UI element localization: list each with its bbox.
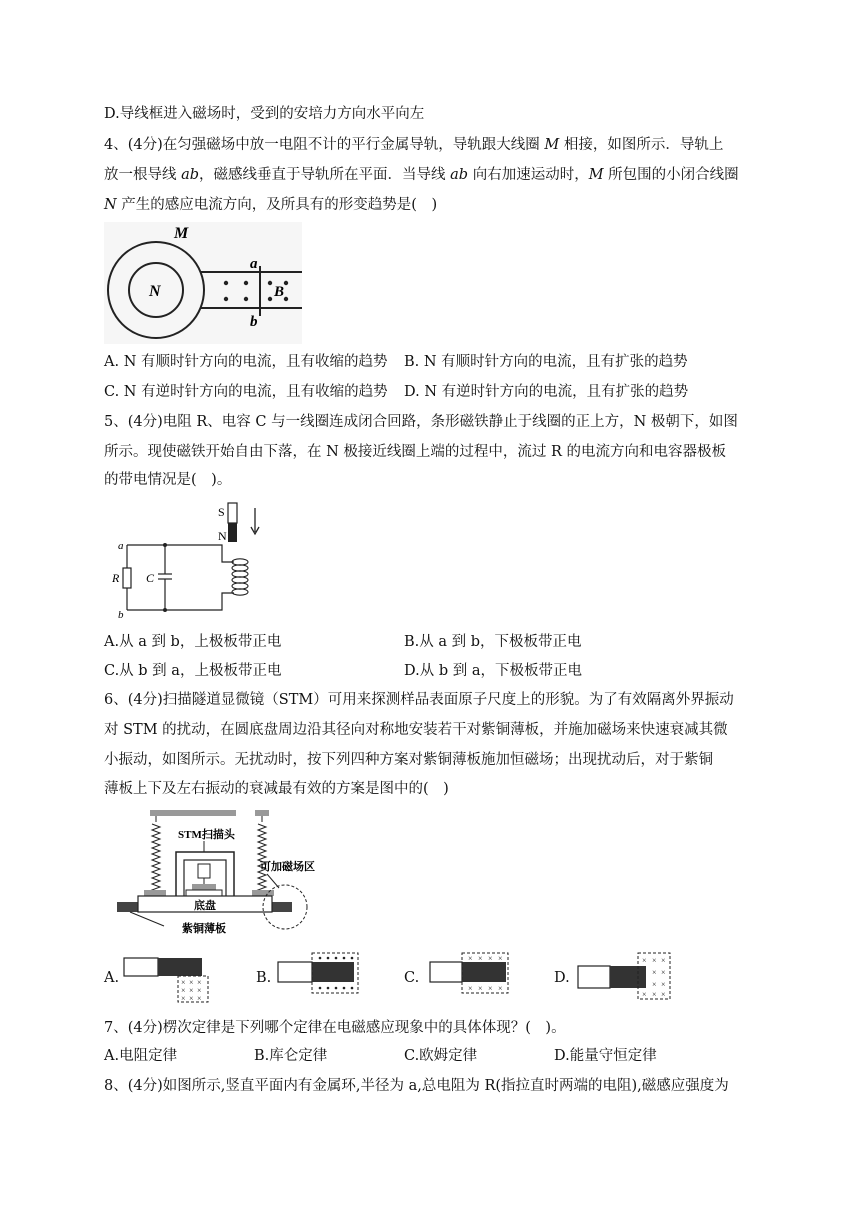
svg-text:×: × [652,956,657,965]
q5-label-N: N [218,529,227,543]
svg-text:×: × [181,978,186,987]
q6-option-d-label[interactable]: D. [554,970,570,986]
q4-stem-line1: 4、(4分)在匀强磁场中放一电阻不计的平行金属导轨，导轨跟大线圈 M 相接，如图所示．导轨上 [104,137,724,153]
q4-label-b: b [250,314,258,330]
svg-text:×: × [652,980,657,989]
svg-text:×: × [498,954,503,963]
q5-option-d[interactable]: D.从 b 到 a，下极板带正电 [404,663,582,679]
q5-label-S: S [218,505,225,519]
svg-text:×: × [197,986,202,995]
q6-option-c-label[interactable]: C. [404,970,420,986]
q3-option-d: D.导线框进入磁场时，受到的安培力方向水平向左 [104,106,425,122]
q8-stem-line1: 8、(4分)如图所示,竖直平面内有金属环,半径为 a,总电阻为 R(指拉直时两端的电阻),磁感应强度为 [104,1078,729,1094]
svg-text:×: × [642,990,647,999]
svg-text:×: × [661,980,666,989]
q6-stem-line2: 对 STM 的扰动，在圆底盘周边沿其径向对称地安装若干对紫铜薄板，并施加磁场来快速衰减其微 [104,722,728,738]
svg-text:×: × [652,968,657,977]
q5-option-c[interactable]: C.从 b 到 a，上极板带正电 [104,663,282,679]
svg-text:×: × [661,968,666,977]
q4-option-b[interactable]: B. N 有顺时针方向的电流，且有扩张的趋势 [404,354,688,370]
q6-option-b-figure[interactable] [276,950,366,1004]
svg-text:×: × [189,978,194,987]
q4-label-a: a [250,256,258,272]
svg-text:×: × [478,954,483,963]
q5-stem-line2: 所示。现使磁铁开始自由下落，在 N 极接近线圈上端的过程中，流过 R 的电流方向和电容器极板 [104,444,727,460]
q6-option-d-figure[interactable] [576,950,676,1004]
q7-option-d[interactable]: D.能量守恒定律 [554,1048,657,1064]
svg-text:×: × [488,984,493,993]
q5-label-R: R [112,571,120,585]
q4-label-N: N [149,283,161,300]
q7-option-c[interactable]: C.欧姆定律 [404,1048,478,1064]
svg-text:×: × [197,978,202,987]
q7-option-b[interactable]: B.库仑定律 [254,1048,328,1064]
q5-option-b[interactable]: B.从 a 到 b，下极板带正电 [404,634,582,650]
q4-label-M: M [174,225,189,242]
svg-text:×: × [468,954,473,963]
svg-text:×: × [488,954,493,963]
svg-text:×: × [661,956,666,965]
q7-option-a[interactable]: A.电阻定律 [104,1048,178,1064]
q5-stem-line1: 5、(4分)电阻 R、电容 C 与一线圈连成闭合回路，条形磁铁静止于线圈的正上方，N 极朝下，如图 [104,414,738,430]
q4-stem-line3: N 产生的感应电流方向，及所具有的形变趋势是( ) [104,197,438,213]
q4-option-a[interactable]: A. N 有顺时针方向的电流，且有收缩的趋势 [104,354,388,370]
q4-stem-line2: 放一根导线 ab，磁感线垂直于导轨所在平面．当导线 ab 向右加速运动时，M 所包围的小闭合线圈 [104,167,739,183]
q5-figure [112,500,270,626]
q6-stem-line1: 6、(4分)扫描隧道显微镜（STM）可用来探测样品表面原子尺度上的形貌。为了有效隔离外界振动 [104,692,734,708]
svg-text:×: × [181,994,186,1003]
q6-option-b-label[interactable]: B. [256,970,272,986]
svg-text:×: × [661,990,666,999]
svg-text:×: × [642,956,647,965]
q6-label-field: 可加磁场区 [260,861,315,873]
q6-stem-line4: 薄板上下及左右振动的衰减最有效的方案是图中的( ) [104,781,449,797]
q4-figure [104,222,302,344]
q4-option-d[interactable]: D. N 有逆时针方向的电流，且有扩张的趋势 [404,384,689,400]
q6-stem-line3: 小振动，如图所示。无扰动时，按下列四种方案对紫铜薄板施加恒磁场；出现扰动后，对于紫铜 [104,752,713,768]
svg-text:×: × [498,984,503,993]
q5-label-a: a [118,540,124,552]
q4-option-c[interactable]: C. N 有逆时针方向的电流，且有收缩的趋势 [104,384,388,400]
svg-text:×: × [181,986,186,995]
svg-text:×: × [197,994,202,1003]
q6-label-plate: 紫铜薄板 [182,923,226,935]
q5-label-b: b [118,609,124,621]
svg-text:×: × [652,990,657,999]
q6-option-c-figure[interactable] [428,950,518,1004]
q6-figure [112,808,322,940]
q6-label-base: 底盘 [194,900,216,912]
q5-stem-line3: 的带电情况是( )。 [104,472,232,488]
q6-option-a-figure[interactable] [122,950,214,1004]
svg-text:×: × [478,984,483,993]
q7-stem: 7、(4分)楞次定律是下列哪个定律在电磁感应现象中的具体体现？( )。 [104,1020,566,1036]
q6-option-a-label[interactable]: A. [104,970,120,986]
q5-option-a[interactable]: A.从 a 到 b，上极板带正电 [104,634,282,650]
q6-label-head: STM扫描头 [178,829,235,841]
svg-text:×: × [189,986,194,995]
q5-label-C: C [146,571,155,585]
svg-text:×: × [189,994,194,1003]
svg-text:×: × [468,984,473,993]
q4-label-B: B [274,284,285,300]
